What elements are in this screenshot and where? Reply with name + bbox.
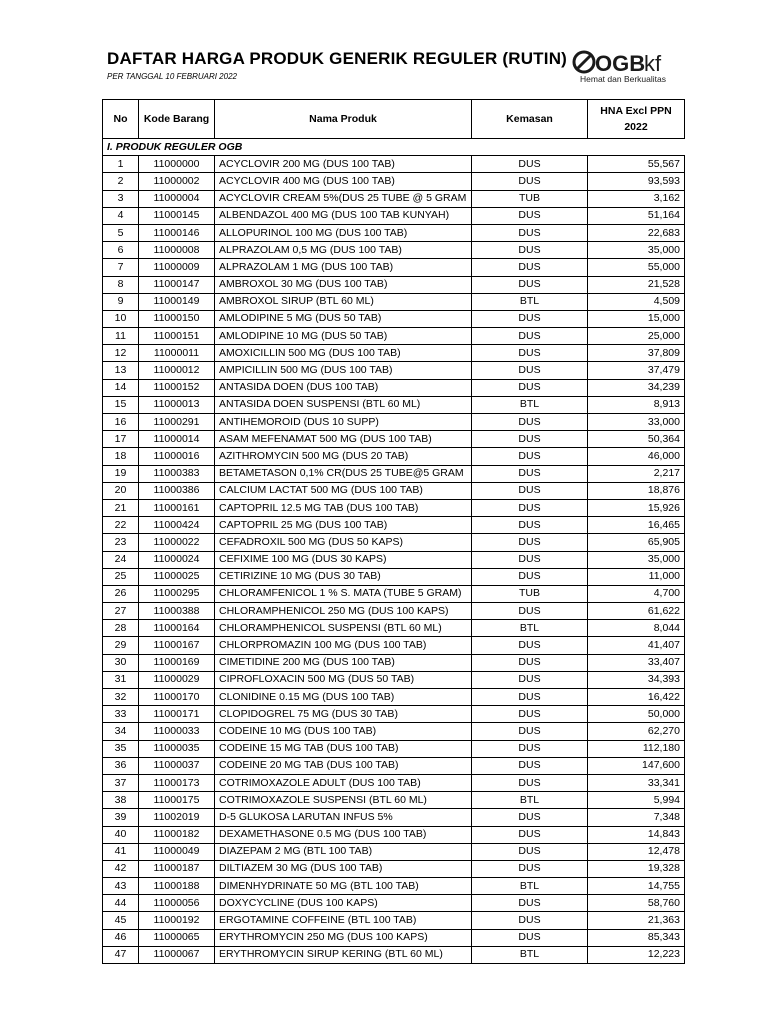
cell-hna: 41,407 [588, 637, 685, 654]
cell-nama-produk: CODEINE 20 MG TAB (DUS 100 TAB) [215, 757, 472, 774]
document-title: DAFTAR HARGA PRODUK GENERIK REGULER (RUTIN) [107, 49, 568, 68]
cell-kemasan: DUS [472, 414, 588, 431]
cell-kemasan: DUS [472, 603, 588, 620]
cell-kemasan: DUS [472, 276, 588, 293]
cell-hna: 33,341 [588, 774, 685, 791]
cell-kode-barang: 11000002 [139, 173, 215, 190]
cell-hna: 8,913 [588, 396, 685, 413]
cell-no: 26 [103, 585, 139, 602]
cell-no: 19 [103, 465, 139, 482]
cell-nama-produk: AMLODIPINE 5 MG (DUS 50 TAB) [215, 310, 472, 327]
cell-hna: 61,622 [588, 603, 685, 620]
table-row [103, 328, 685, 345]
cell-hna: 55,567 [588, 156, 685, 173]
cell-nama-produk: BETAMETASON 0,1% CR(DUS 25 TUBE@5 GRAM [215, 465, 472, 482]
cell-no: 39 [103, 809, 139, 826]
cell-hna: 22,683 [588, 224, 685, 241]
table-row [103, 585, 685, 602]
cell-kemasan: DUS [472, 517, 588, 534]
cell-no: 8 [103, 276, 139, 293]
cell-kode-barang: 11000192 [139, 912, 215, 929]
cell-hna: 34,393 [588, 671, 685, 688]
section-label: I. PRODUK REGULER OGB [103, 139, 588, 156]
cell-hna: 2,217 [588, 465, 685, 482]
cell-kode-barang: 11000424 [139, 517, 215, 534]
cell-kemasan: DUS [472, 379, 588, 396]
cell-no: 2 [103, 173, 139, 190]
table-row [103, 689, 685, 706]
cell-hna: 21,528 [588, 276, 685, 293]
cell-nama-produk: CIMETIDINE 200 MG (DUS 100 TAB) [215, 654, 472, 671]
cell-nama-produk: DIMENHYDRINATE 50 MG (BTL 100 TAB) [215, 878, 472, 895]
cell-kemasan: DUS [472, 774, 588, 791]
cell-hna: 85,343 [588, 929, 685, 946]
cell-kemasan: DUS [472, 242, 588, 259]
cell-nama-produk: ANTASIDA DOEN (DUS 100 TAB) [215, 379, 472, 396]
cell-nama-produk: ERGOTAMINE COFFEINE (BTL 100 TAB) [215, 912, 472, 929]
cell-nama-produk: AZITHROMYCIN 500 MG (DUS 20 TAB) [215, 448, 472, 465]
cell-no: 1 [103, 156, 139, 173]
logo-ogb-text: OGB [595, 51, 646, 76]
header-kemasan: Kemasan [472, 100, 588, 139]
cell-kode-barang: 11000152 [139, 379, 215, 396]
cell-no: 29 [103, 637, 139, 654]
cell-hna: 15,000 [588, 310, 685, 327]
cell-nama-produk: DOXYCYCLINE (DUS 100 KAPS) [215, 895, 472, 912]
cell-nama-produk: CEFADROXIL 500 MG (DUS 50 KAPS) [215, 534, 472, 551]
header-kode-barang: Kode Barang [139, 100, 215, 139]
document-date: PER TANGGAL 10 FEBRUARI 2022 [107, 72, 237, 81]
cell-nama-produk: CETIRIZINE 10 MG (DUS 30 TAB) [215, 568, 472, 585]
cell-kemasan: DUS [472, 328, 588, 345]
table-row [103, 895, 685, 912]
cell-kode-barang: 11000171 [139, 706, 215, 723]
cell-nama-produk: AMLODIPINE 10 MG (DUS 50 TAB) [215, 328, 472, 345]
table-row [103, 860, 685, 877]
cell-nama-produk: ERYTHROMYCIN SIRUP KERING (BTL 60 ML) [215, 946, 472, 963]
cell-kemasan: BTL [472, 620, 588, 637]
cell-no: 6 [103, 242, 139, 259]
cell-no: 5 [103, 224, 139, 241]
cell-kode-barang: 11000029 [139, 671, 215, 688]
cell-kode-barang: 11000175 [139, 792, 215, 809]
cell-kode-barang: 11000388 [139, 603, 215, 620]
cell-nama-produk: DIAZEPAM 2 MG (BTL 100 TAB) [215, 843, 472, 860]
cell-kode-barang: 11000008 [139, 242, 215, 259]
cell-nama-produk: CLONIDINE 0.15 MG (DUS 100 TAB) [215, 689, 472, 706]
cell-nama-produk: CEFIXIME 100 MG (DUS 30 KAPS) [215, 551, 472, 568]
cell-nama-produk: CHLORAMFENICOL 1 % S. MATA (TUBE 5 GRAM) [215, 585, 472, 602]
cell-hna: 58,760 [588, 895, 685, 912]
cell-kode-barang: 11000004 [139, 190, 215, 207]
cell-kode-barang: 11000025 [139, 568, 215, 585]
cell-kode-barang: 11000065 [139, 929, 215, 946]
cell-nama-produk: CIPROFLOXACIN 500 MG (DUS 50 TAB) [215, 671, 472, 688]
cell-no: 45 [103, 912, 139, 929]
cell-kode-barang: 11000035 [139, 740, 215, 757]
cell-kemasan: DUS [472, 568, 588, 585]
cell-no: 32 [103, 689, 139, 706]
table-row [103, 448, 685, 465]
cell-no: 9 [103, 293, 139, 310]
cell-hna: 21,363 [588, 912, 685, 929]
table-row [103, 345, 685, 362]
cell-kode-barang: 11000151 [139, 328, 215, 345]
cell-kemasan: DUS [472, 826, 588, 843]
table-row [103, 774, 685, 791]
cell-hna: 50,364 [588, 431, 685, 448]
cell-no: 11 [103, 328, 139, 345]
cell-no: 18 [103, 448, 139, 465]
cell-hna: 35,000 [588, 242, 685, 259]
cell-kemasan: DUS [472, 310, 588, 327]
cell-kemasan: DUS [472, 929, 588, 946]
cell-no: 4 [103, 207, 139, 224]
cell-kode-barang: 11000000 [139, 156, 215, 173]
cell-no: 22 [103, 517, 139, 534]
cell-kode-barang: 11000147 [139, 276, 215, 293]
cell-kode-barang: 11000383 [139, 465, 215, 482]
cell-nama-produk: D-5 GLUKOSA LARUTAN INFUS 5% [215, 809, 472, 826]
cell-no: 7 [103, 259, 139, 276]
cell-hna: 4,700 [588, 585, 685, 602]
cell-hna: 34,239 [588, 379, 685, 396]
table-row [103, 224, 685, 241]
cell-kode-barang: 11000291 [139, 414, 215, 431]
cell-kemasan: DUS [472, 637, 588, 654]
cell-no: 38 [103, 792, 139, 809]
cell-kode-barang: 11000011 [139, 345, 215, 362]
cell-nama-produk: CHLORAMPHENICOL SUSPENSI (BTL 60 ML) [215, 620, 472, 637]
header-hna: HNA Excl PPN 2022 [588, 100, 685, 139]
cell-kemasan: DUS [472, 706, 588, 723]
table-row [103, 620, 685, 637]
cell-no: 15 [103, 396, 139, 413]
cell-kode-barang: 11000049 [139, 843, 215, 860]
cell-no: 34 [103, 723, 139, 740]
cell-no: 31 [103, 671, 139, 688]
cell-no: 30 [103, 654, 139, 671]
cell-kemasan: BTL [472, 293, 588, 310]
cell-kemasan: DUS [472, 224, 588, 241]
cell-hna: 14,843 [588, 826, 685, 843]
cell-kemasan: DUS [472, 740, 588, 757]
table-row [103, 156, 685, 173]
cell-hna: 147,600 [588, 757, 685, 774]
cell-nama-produk: CALCIUM LACTAT 500 MG (DUS 100 TAB) [215, 482, 472, 499]
section-empty-cell [588, 139, 685, 156]
cell-no: 47 [103, 946, 139, 963]
table-row [103, 740, 685, 757]
logo-tagline: Hemat dan Berkualitas [580, 74, 666, 84]
cell-kemasan: DUS [472, 207, 588, 224]
cell-kemasan: DUS [472, 482, 588, 499]
cell-nama-produk: AMPICILLIN 500 MG (DUS 100 TAB) [215, 362, 472, 379]
table-row [103, 723, 685, 740]
cell-kode-barang: 11002019 [139, 809, 215, 826]
cell-kemasan: DUS [472, 534, 588, 551]
cell-hna: 14,755 [588, 878, 685, 895]
cell-hna: 18,876 [588, 482, 685, 499]
cell-kode-barang: 11000037 [139, 757, 215, 774]
table-row [103, 534, 685, 551]
cell-kode-barang: 11000188 [139, 878, 215, 895]
cell-hna: 15,926 [588, 499, 685, 516]
table-row [103, 173, 685, 190]
cell-kode-barang: 11000067 [139, 946, 215, 963]
cell-kemasan: BTL [472, 792, 588, 809]
cell-kemasan: TUB [472, 585, 588, 602]
cell-kode-barang: 11000145 [139, 207, 215, 224]
cell-no: 25 [103, 568, 139, 585]
cell-hna: 7,348 [588, 809, 685, 826]
cell-kode-barang: 11000295 [139, 585, 215, 602]
cell-nama-produk: CAPTOPRIL 12.5 MG TAB (DUS 100 TAB) [215, 499, 472, 516]
cell-kemasan: DUS [472, 843, 588, 860]
table-row [103, 946, 685, 963]
cell-no: 44 [103, 895, 139, 912]
table-row [103, 551, 685, 568]
cell-kemasan: DUS [472, 689, 588, 706]
cell-no: 36 [103, 757, 139, 774]
cell-nama-produk: AMOXICILLIN 500 MG (DUS 100 TAB) [215, 345, 472, 362]
cell-nama-produk: COTRIMOXAZOLE SUSPENSI (BTL 60 ML) [215, 792, 472, 809]
header-no: No [103, 100, 139, 139]
cell-hna: 33,000 [588, 414, 685, 431]
cell-hna: 46,000 [588, 448, 685, 465]
cell-no: 41 [103, 843, 139, 860]
table-row [103, 912, 685, 929]
cell-kemasan: DUS [472, 895, 588, 912]
cell-nama-produk: CHLORAMPHENICOL 250 MG (DUS 100 KAPS) [215, 603, 472, 620]
cell-kemasan: DUS [472, 173, 588, 190]
cell-no: 21 [103, 499, 139, 516]
table-row [103, 362, 685, 379]
cell-nama-produk: ALPRAZOLAM 1 MG (DUS 100 TAB) [215, 259, 472, 276]
cell-kemasan: DUS [472, 757, 588, 774]
cell-no: 24 [103, 551, 139, 568]
cell-kode-barang: 11000014 [139, 431, 215, 448]
cell-kode-barang: 11000150 [139, 310, 215, 327]
cell-nama-produk: ANTASIDA DOEN SUSPENSI (BTL 60 ML) [215, 396, 472, 413]
table-row [103, 757, 685, 774]
cell-kode-barang: 11000149 [139, 293, 215, 310]
cell-no: 37 [103, 774, 139, 791]
cell-hna: 3,162 [588, 190, 685, 207]
cell-nama-produk: ALPRAZOLAM 0,5 MG (DUS 100 TAB) [215, 242, 472, 259]
table-row [103, 706, 685, 723]
cell-kemasan: BTL [472, 396, 588, 413]
cell-hna: 65,905 [588, 534, 685, 551]
table-row [103, 929, 685, 946]
cell-kemasan: DUS [472, 448, 588, 465]
table-row [103, 792, 685, 809]
cell-kode-barang: 11000386 [139, 482, 215, 499]
cell-no: 16 [103, 414, 139, 431]
cell-no: 10 [103, 310, 139, 327]
cell-kemasan: DUS [472, 431, 588, 448]
cell-hna: 55,000 [588, 259, 685, 276]
cell-nama-produk: ALBENDAZOL 400 MG (DUS 100 TAB KUNYAH) [215, 207, 472, 224]
table-row [103, 843, 685, 860]
cell-kemasan: TUB [472, 190, 588, 207]
table-row [103, 465, 685, 482]
cell-nama-produk: ACYCLOVIR CREAM 5%(DUS 25 TUBE @ 5 GRAM [215, 190, 472, 207]
cell-nama-produk: CODEINE 15 MG TAB (DUS 100 TAB) [215, 740, 472, 757]
cell-hna: 19,328 [588, 860, 685, 877]
cell-hna: 12,478 [588, 843, 685, 860]
cell-no: 13 [103, 362, 139, 379]
cell-kode-barang: 11000182 [139, 826, 215, 843]
cell-kode-barang: 11000173 [139, 774, 215, 791]
cell-no: 33 [103, 706, 139, 723]
cell-no: 43 [103, 878, 139, 895]
table-header-row [103, 100, 685, 139]
cell-kemasan: DUS [472, 809, 588, 826]
cell-kode-barang: 11000056 [139, 895, 215, 912]
cell-kode-barang: 11000167 [139, 637, 215, 654]
cell-kode-barang: 11000016 [139, 448, 215, 465]
cell-hna: 37,809 [588, 345, 685, 362]
cell-hna: 51,164 [588, 207, 685, 224]
cell-hna: 93,593 [588, 173, 685, 190]
cell-hna: 25,000 [588, 328, 685, 345]
cell-kode-barang: 11000012 [139, 362, 215, 379]
cell-nama-produk: CAPTOPRIL 25 MG (DUS 100 TAB) [215, 517, 472, 534]
cell-kode-barang: 11000169 [139, 654, 215, 671]
cell-nama-produk: ACYCLOVIR 200 MG (DUS 100 TAB) [215, 156, 472, 173]
cell-no: 27 [103, 603, 139, 620]
cell-kode-barang: 11000024 [139, 551, 215, 568]
cell-no: 35 [103, 740, 139, 757]
cell-kemasan: DUS [472, 912, 588, 929]
table-row [103, 568, 685, 585]
logo-kf-text: kf [644, 51, 662, 76]
table-row [103, 637, 685, 654]
cell-nama-produk: COTRIMOXAZOLE ADULT (DUS 100 TAB) [215, 774, 472, 791]
cell-kemasan: DUS [472, 654, 588, 671]
cell-no: 46 [103, 929, 139, 946]
cell-kode-barang: 11000022 [139, 534, 215, 551]
cell-kemasan: DUS [472, 259, 588, 276]
table-row [103, 379, 685, 396]
cell-kemasan: DUS [472, 465, 588, 482]
table-row [103, 396, 685, 413]
cell-kemasan: DUS [472, 362, 588, 379]
cell-kemasan: DUS [472, 671, 588, 688]
price-table [102, 99, 685, 964]
cell-nama-produk: ASAM MEFENAMAT 500 MG (DUS 100 TAB) [215, 431, 472, 448]
cell-kode-barang: 11000033 [139, 723, 215, 740]
cell-kode-barang: 11000146 [139, 224, 215, 241]
table-row [103, 482, 685, 499]
cell-hna: 8,044 [588, 620, 685, 637]
cell-nama-produk: ERYTHROMYCIN 250 MG (DUS 100 KAPS) [215, 929, 472, 946]
cell-hna: 16,465 [588, 517, 685, 534]
cell-kemasan: DUS [472, 723, 588, 740]
cell-kemasan: BTL [472, 878, 588, 895]
section-row [103, 139, 685, 156]
cell-no: 23 [103, 534, 139, 551]
cell-hna: 11,000 [588, 568, 685, 585]
cell-no: 14 [103, 379, 139, 396]
cell-nama-produk: ALLOPURINOL 100 MG (DUS 100 TAB) [215, 224, 472, 241]
cell-hna: 50,000 [588, 706, 685, 723]
table-row [103, 499, 685, 516]
cell-hna: 4,509 [588, 293, 685, 310]
cell-hna: 112,180 [588, 740, 685, 757]
cell-kode-barang: 11000170 [139, 689, 215, 706]
cell-nama-produk: AMBROXOL 30 MG (DUS 100 TAB) [215, 276, 472, 293]
table-row [103, 190, 685, 207]
table-row [103, 671, 685, 688]
cell-kode-barang: 11000013 [139, 396, 215, 413]
cell-kemasan: DUS [472, 499, 588, 516]
cell-no: 40 [103, 826, 139, 843]
header-nama-produk: Nama Produk [215, 100, 472, 139]
table-row [103, 517, 685, 534]
table-row [103, 276, 685, 293]
cell-no: 3 [103, 190, 139, 207]
cell-kemasan: DUS [472, 345, 588, 362]
table-row [103, 293, 685, 310]
table-row [103, 207, 685, 224]
cell-nama-produk: DEXAMETHASONE 0.5 MG (DUS 100 TAB) [215, 826, 472, 843]
cell-kemasan: BTL [472, 946, 588, 963]
table-row [103, 878, 685, 895]
cell-nama-produk: CODEINE 10 MG (DUS 100 TAB) [215, 723, 472, 740]
cell-nama-produk: CLOPIDOGREL 75 MG (DUS 30 TAB) [215, 706, 472, 723]
cell-no: 28 [103, 620, 139, 637]
table-row [103, 809, 685, 826]
cell-nama-produk: ANTIHEMOROID (DUS 10 SUPP) [215, 414, 472, 431]
table-row [103, 310, 685, 327]
cell-nama-produk: DILTIAZEM 30 MG (DUS 100 TAB) [215, 860, 472, 877]
table-row [103, 826, 685, 843]
cell-kemasan: DUS [472, 156, 588, 173]
table-row [103, 654, 685, 671]
cell-hna: 37,479 [588, 362, 685, 379]
cell-hna: 62,270 [588, 723, 685, 740]
cell-no: 20 [103, 482, 139, 499]
cell-nama-produk: CHLORPROMAZIN 100 MG (DUS 100 TAB) [215, 637, 472, 654]
cell-kemasan: DUS [472, 551, 588, 568]
cell-kode-barang: 11000009 [139, 259, 215, 276]
cell-kode-barang: 11000164 [139, 620, 215, 637]
cell-hna: 33,407 [588, 654, 685, 671]
cell-hna: 16,422 [588, 689, 685, 706]
cell-no: 42 [103, 860, 139, 877]
cell-hna: 12,223 [588, 946, 685, 963]
cell-kemasan: DUS [472, 860, 588, 877]
table-row [103, 259, 685, 276]
cell-kode-barang: 11000161 [139, 499, 215, 516]
cell-no: 12 [103, 345, 139, 362]
table-row [103, 431, 685, 448]
cell-kode-barang: 11000187 [139, 860, 215, 877]
cell-nama-produk: ACYCLOVIR 400 MG (DUS 100 TAB) [215, 173, 472, 190]
cell-hna: 5,994 [588, 792, 685, 809]
table-row [103, 242, 685, 259]
cell-hna: 35,000 [588, 551, 685, 568]
cell-no: 17 [103, 431, 139, 448]
table-row [103, 603, 685, 620]
cell-nama-produk: AMBROXOL SIRUP (BTL 60 ML) [215, 293, 472, 310]
table-row [103, 414, 685, 431]
